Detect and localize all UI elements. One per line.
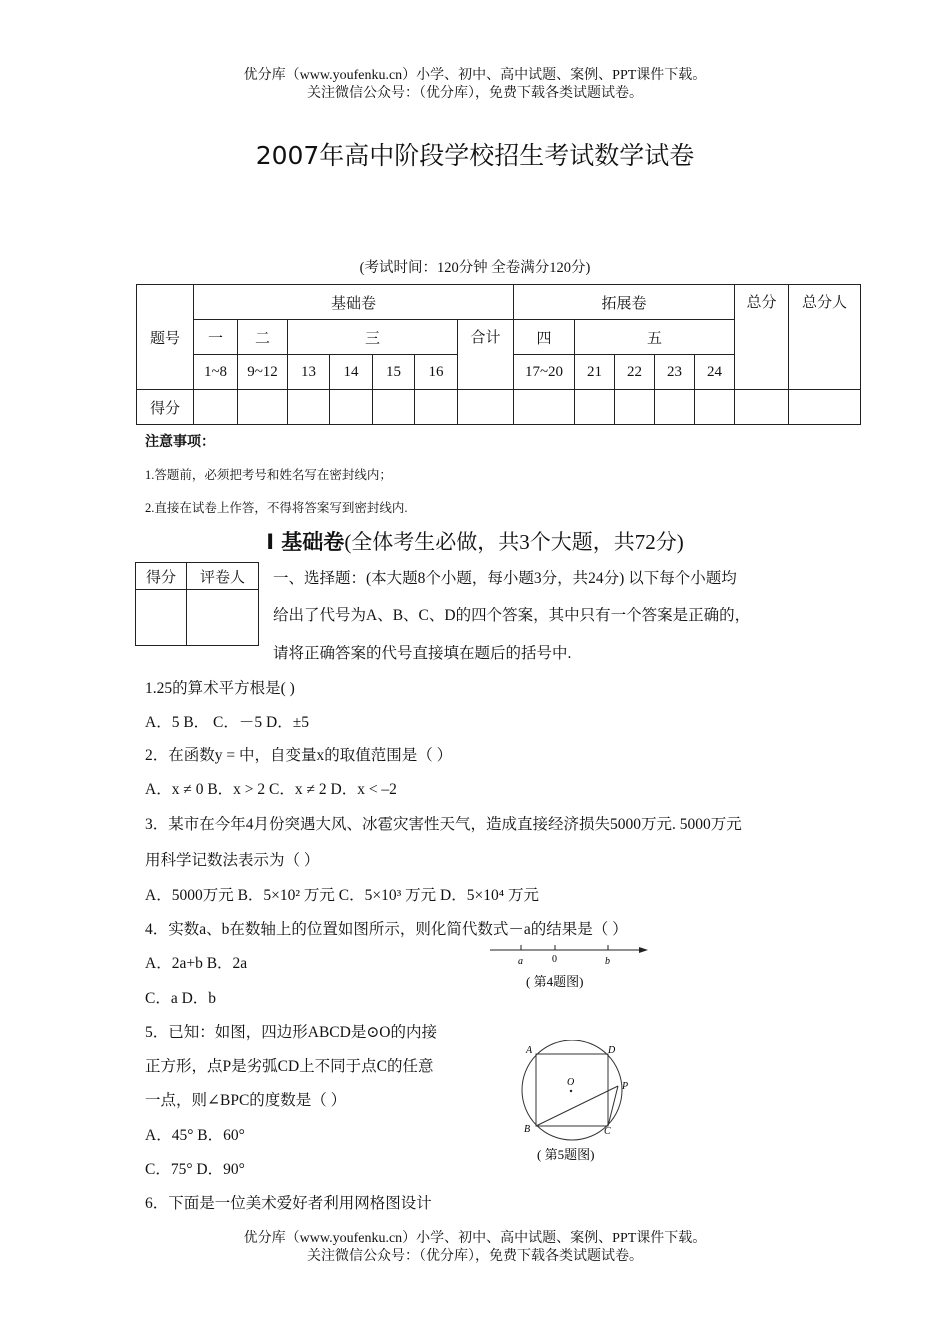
intro-line: 一、选择题：(本大题8个小题，每小题3分，共24分) 以下每个小题均 bbox=[273, 570, 737, 587]
sec-1: 一 bbox=[194, 320, 238, 355]
note-item: 2.直接在试卷上作答，不得将答案写到密封线内. bbox=[145, 501, 408, 515]
num-cell: 16 bbox=[415, 355, 458, 390]
num-cell: 9~12 bbox=[238, 355, 288, 390]
figure-4 bbox=[488, 940, 658, 997]
footer-line-2: 关注微信公众号：（优分库），免费下载各类试题试卷。 bbox=[307, 1249, 643, 1264]
score-input-cell[interactable] bbox=[735, 390, 789, 425]
header-line-1: 优分库（www.youfenku.cn）小学、初中、高中试题、案例、PPT课件下载。 bbox=[243, 68, 707, 83]
question-2-options: A．x ≠ 0 B．x > 2 C．x ≠ 2 D．x < –2 bbox=[145, 781, 397, 798]
note-item: 1.答题前，必须把考号和姓名写在密封线内； bbox=[145, 468, 392, 482]
label-b: b bbox=[605, 956, 610, 967]
question-5-cont-1: 正方形，点P是劣弧CD上不同于点C的任意 bbox=[145, 1058, 434, 1075]
question-3: 3．某市在今年4月份突遇大风、冰雹灾害性天气，造成直接经济损失5000万元. 5000万元 bbox=[145, 816, 742, 833]
grader-score-cell[interactable] bbox=[136, 590, 187, 646]
figure-5 bbox=[512, 1040, 642, 1175]
score-input-cell[interactable] bbox=[288, 390, 330, 425]
section-heading bbox=[0, 526, 950, 556]
num-cell: 13 bbox=[288, 355, 330, 390]
label-C: C bbox=[604, 1126, 611, 1137]
score-input-cell[interactable] bbox=[373, 390, 415, 425]
arrow-right-icon bbox=[639, 947, 648, 953]
label-A: A bbox=[526, 1045, 533, 1056]
question-4-options-2: C．a D．b bbox=[145, 990, 217, 1007]
section-heading-bold: Ⅰ 基础卷 bbox=[266, 530, 345, 554]
sec-5: 五 bbox=[575, 320, 735, 355]
label-zero: 0 bbox=[552, 954, 557, 965]
grader-reviewer-cell[interactable] bbox=[187, 590, 259, 646]
square-abcd bbox=[536, 1054, 608, 1126]
sec-total: 合计 bbox=[458, 320, 514, 390]
num-cell: 14 bbox=[330, 355, 373, 390]
question-3-options: A．5000万元 B．5×10² 万元 C．5×10³ 万元 D．5×10⁴ 万元 bbox=[145, 887, 539, 904]
label-total-person: 总分人 bbox=[789, 285, 861, 390]
label-tihao: 题号 bbox=[137, 285, 194, 390]
score-input-cell[interactable] bbox=[415, 390, 458, 425]
score-input-cell[interactable] bbox=[695, 390, 735, 425]
label-B: B bbox=[524, 1124, 531, 1135]
figure-4-caption: ( 第4题图) bbox=[526, 974, 584, 989]
question-6: 6．下面是一位美术爱好者利用网格图设计 bbox=[145, 1195, 432, 1212]
intro-line: 请将正确答案的代号直接填在题后的括号中. bbox=[273, 645, 572, 662]
label-basic: 基础卷 bbox=[194, 285, 514, 320]
question-4: 4．实数a、b在数轴上的位置如图所示，则化简代数式－a的结果是（ ） bbox=[145, 921, 628, 938]
score-table bbox=[136, 284, 861, 425]
num-cell: 21 bbox=[575, 355, 615, 390]
num-cell: 17~20 bbox=[514, 355, 575, 390]
grader-score-label: 得分 bbox=[136, 563, 187, 590]
num-cell: 24 bbox=[695, 355, 735, 390]
sec-3: 三 bbox=[288, 320, 458, 355]
score-input-cell[interactable] bbox=[655, 390, 695, 425]
exam-info: (考试时间：120分钟 全卷满分120分) bbox=[359, 260, 591, 276]
score-input-cell[interactable] bbox=[514, 390, 575, 425]
footer-line-1: 优分库（www.youfenku.cn）小学、初中、高中试题、案例、PPT课件下载。 bbox=[243, 1231, 707, 1246]
notes-heading: 注意事项： bbox=[145, 434, 215, 450]
circle-square-diagram bbox=[512, 1040, 642, 1170]
label-total: 总分 bbox=[735, 285, 789, 390]
question-1-options: A．5 B． C．－5 D．±5 bbox=[145, 714, 309, 731]
intro-line: 给出了代号为A、B、C、D的四个答案，其中只有一个答案是正确的， bbox=[273, 607, 751, 624]
num-cell: 15 bbox=[373, 355, 415, 390]
label-extend: 拓展卷 bbox=[514, 285, 735, 320]
grader-table bbox=[135, 562, 259, 646]
sec-4: 四 bbox=[514, 320, 575, 355]
center-point bbox=[570, 1090, 572, 1092]
score-input-cell[interactable] bbox=[330, 390, 373, 425]
page-title: 2007年高中阶段学校招生考试数学试卷 bbox=[255, 141, 695, 170]
num-cell: 22 bbox=[615, 355, 655, 390]
section-heading-rest: (全体考生必做，共3个大题，共72分) bbox=[344, 530, 684, 554]
question-5-options-2: C．75° D．90° bbox=[145, 1161, 245, 1178]
sec-2: 二 bbox=[238, 320, 288, 355]
figure-5-caption: ( 第5题图) bbox=[537, 1147, 595, 1162]
score-input-cell[interactable] bbox=[458, 390, 514, 425]
label-O: O bbox=[567, 1077, 575, 1088]
label-P: P bbox=[622, 1081, 629, 1092]
score-input-cell[interactable] bbox=[194, 390, 238, 425]
label-D: D bbox=[608, 1045, 616, 1056]
question-4-options-1: A．2a+b B．2a bbox=[145, 955, 248, 972]
number-line-diagram bbox=[488, 940, 658, 992]
num-cell: 23 bbox=[655, 355, 695, 390]
header-line-2: 关注微信公众号：（优分库），免费下载各类试题试卷。 bbox=[307, 86, 643, 101]
segment-bp bbox=[536, 1086, 618, 1126]
question-5: 5．已知：如图，四边形ABCD是⊙O的内接 bbox=[145, 1024, 437, 1041]
label-defen: 得分 bbox=[137, 390, 194, 425]
question-2: 2．在函数y = 中，自变量x的取值范围是（ ） bbox=[145, 747, 453, 764]
question-3-cont: 用科学记数法表示为（ ） bbox=[145, 852, 320, 869]
question-5-options-1: A．45° B．60° bbox=[145, 1127, 245, 1144]
question-5-cont-2: 一点，则∠BPC的度数是（ ） bbox=[145, 1092, 347, 1109]
score-input-cell[interactable] bbox=[789, 390, 861, 425]
segment-cp bbox=[608, 1086, 618, 1126]
score-input-cell[interactable] bbox=[575, 390, 615, 425]
num-cell: 1~8 bbox=[194, 355, 238, 390]
score-input-cell[interactable] bbox=[238, 390, 288, 425]
score-input-cell[interactable] bbox=[615, 390, 655, 425]
label-a: a bbox=[518, 956, 523, 967]
question-1: 1.25的算术平方根是( ) bbox=[145, 680, 295, 697]
grader-reviewer-label: 评卷人 bbox=[187, 563, 259, 590]
